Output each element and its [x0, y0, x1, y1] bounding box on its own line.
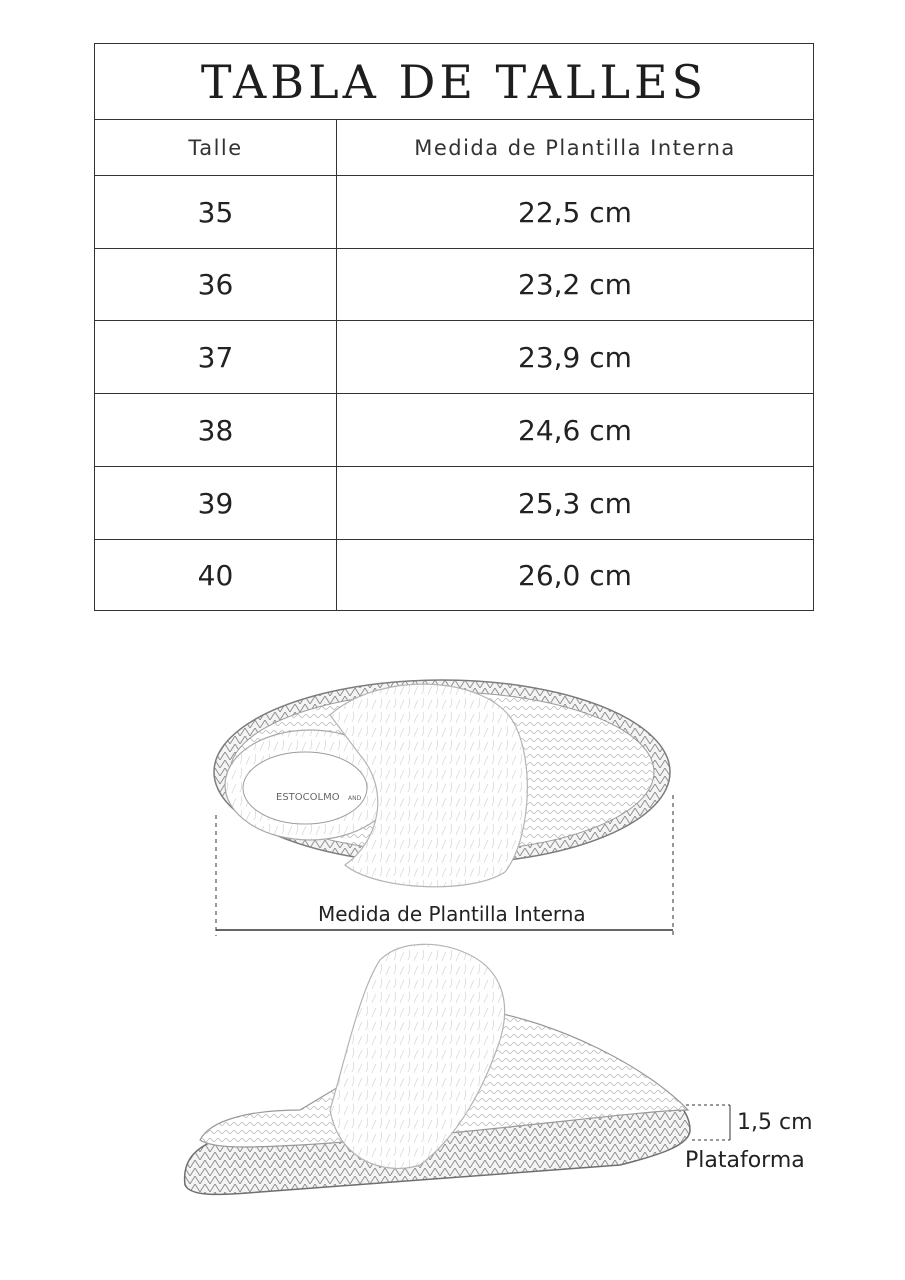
- size-chart-table: [94, 43, 814, 611]
- side-view-slipper: [185, 944, 690, 1194]
- table-row: [95, 467, 813, 540]
- table-row: [95, 176, 813, 249]
- slipper-illustration: [0, 640, 905, 1240]
- length-cell: 24,6 cm: [518, 413, 632, 447]
- brand-logo-suffix: AND: [348, 795, 362, 802]
- insole-length-label: Medida de Plantilla Interna: [318, 902, 586, 926]
- length-cell: 25,3 cm: [518, 486, 632, 520]
- platform-height-value: 1,5 cm: [737, 1110, 813, 1135]
- size-cell: 35: [197, 195, 234, 229]
- platform-label: Plataforma: [685, 1148, 805, 1173]
- table-row: [95, 321, 813, 394]
- table-title: TABLA DE TALLES: [95, 44, 813, 120]
- length-cell: 23,9 cm: [518, 340, 632, 374]
- top-view-slipper: [214, 680, 670, 887]
- table-row: [95, 394, 813, 467]
- platform-measure-guide: [686, 1105, 730, 1140]
- header-insole-length: Medida de Plantilla Interna: [414, 135, 736, 160]
- brand-logo-text: ESTOCOLMO: [276, 792, 340, 803]
- size-cell: 36: [197, 268, 234, 301]
- size-cell: 38: [197, 413, 234, 447]
- length-cell: 23,2 cm: [518, 268, 632, 301]
- header-size: Talle: [188, 135, 243, 160]
- table-row: [95, 540, 813, 610]
- length-cell: 22,5 cm: [518, 195, 632, 229]
- size-cell: 37: [197, 340, 234, 374]
- length-cell: 26,0 cm: [518, 558, 632, 592]
- table-header-row: [95, 120, 813, 176]
- size-cell: 40: [197, 558, 234, 592]
- table-row: [95, 249, 813, 321]
- size-cell: 39: [197, 486, 234, 520]
